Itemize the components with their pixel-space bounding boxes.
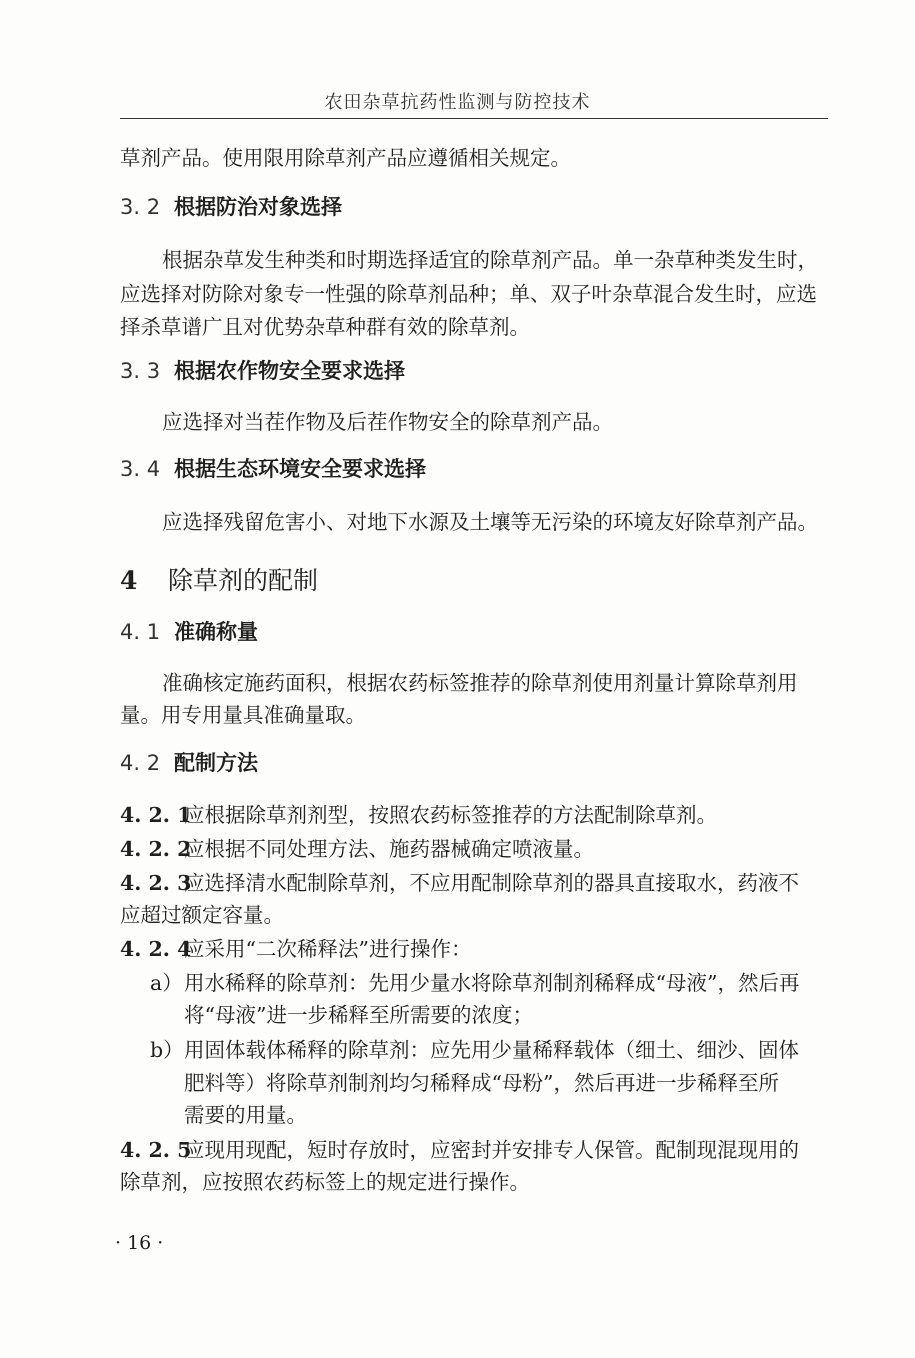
running-header: 农田杂草抗药性监测与防控技术 [324, 92, 591, 113]
paragraph-line: 根据杂草发生种类和时期选择适宜的除草剂产品。单一杂草种类发生时， [162, 248, 818, 272]
chapter-heading-4 [120, 562, 828, 600]
page-number: · 16 · [115, 1232, 164, 1254]
paragraph-line: 应选择对防除对象专一性强的除草剂品种；单、双子叶杂草混合发生时，应选 [120, 282, 817, 306]
list-text: 用水稀释的除草剂：先用少量水将除草剂制剂稀释成“母液”，然后再 [184, 971, 800, 995]
header-rule [120, 118, 828, 119]
section-title: 根据生态环境安全要求选择 [174, 457, 426, 481]
clause-number: 4. 2. 3 [120, 871, 192, 895]
list-continuation: 肥料等）将除草剂制剂均匀稀释成“母粉”，然后再进一步稀释至所 [184, 1071, 779, 1095]
paragraph-line: 准确核定施药面积，根据农药标签推荐的除草剂使用剂量计算除草剂用 [162, 671, 798, 695]
section-number: 4. 2 [120, 751, 161, 775]
section-title: 根据农作物安全要求选择 [174, 359, 405, 383]
section-number: 3. 3 [120, 359, 161, 383]
paragraph: 应选择对当茬作物及后茬作物安全的除草剂产品。 [162, 410, 613, 434]
list-text: 用固体载体稀释的除草剂：应先用少量稀释载体（细土、细沙、固体 [184, 1038, 799, 1062]
chapter-title: 除草剂的配制 [168, 566, 319, 595]
clause-number: 4. 2. 1 [120, 803, 192, 827]
section-number: 4. 1 [120, 620, 161, 644]
section-heading-3-4 [120, 452, 828, 486]
clause-text: 应现用现配，短时存放时，应密封并安排专人保管。配制现混现用的 [184, 1138, 799, 1162]
list-continuation: 将“母液”进一步稀释至所需要的浓度； [184, 1003, 533, 1027]
clause-text: 应选择清水配制除草剂，不应用配制除草剂的器具直接取水，药液不 [184, 871, 799, 895]
section-heading-3-3 [120, 354, 828, 388]
section-heading-4-2 [120, 746, 828, 780]
clause-number: 4. 2. 4 [120, 937, 192, 961]
section-title: 根据防治对象选择 [174, 195, 342, 219]
list-item-a [150, 966, 818, 1000]
clause-text: 应采用“二次稀释法”进行操作： [184, 937, 472, 961]
clause-4-2-1 [120, 798, 828, 832]
section-number: 3. 2 [120, 195, 161, 219]
section-heading-4-1 [120, 615, 828, 649]
list-item-b [150, 1033, 818, 1067]
section-title: 配制方法 [174, 751, 258, 775]
chapter-number: 4 [120, 566, 138, 595]
section-number: 3. 4 [120, 457, 161, 481]
clause-continuation: 除草剂，应按照农药标签上的规定进行操作。 [120, 1170, 530, 1194]
clause-4-2-2 [120, 832, 828, 866]
clause-text: 应根据除草剂剂型，按照农药标签推荐的方法配制除草剂。 [184, 803, 717, 827]
clause-4-2-4 [120, 932, 828, 966]
paragraph-line: 择杀草谱广且对优势杂草种群有效的除草剂。 [120, 315, 530, 339]
clause-4-2-5 [120, 1133, 828, 1167]
section-title: 准确称量 [174, 620, 258, 644]
list-label: a） [150, 971, 183, 995]
paragraph-line: 量。用专用量具准确量取。 [120, 703, 366, 727]
paragraph: 草剂产品。使用限用除草剂产品应遵循相关规定。 [120, 146, 571, 170]
section-heading-3-2 [120, 190, 828, 224]
clause-continuation: 应超过额定容量。 [120, 903, 284, 927]
clause-number: 4. 2. 2 [120, 837, 192, 861]
clause-number: 4. 2. 5 [120, 1138, 192, 1162]
clause-4-2-3 [120, 866, 828, 900]
paragraph: 应选择残留危害小、对地下水源及土壤等无污染的环境友好除草剂产品。 [162, 510, 818, 534]
clause-text: 应根据不同处理方法、施药器械确定喷液量。 [184, 837, 594, 861]
list-label: b） [150, 1038, 184, 1062]
list-continuation: 需要的用量。 [184, 1103, 307, 1127]
